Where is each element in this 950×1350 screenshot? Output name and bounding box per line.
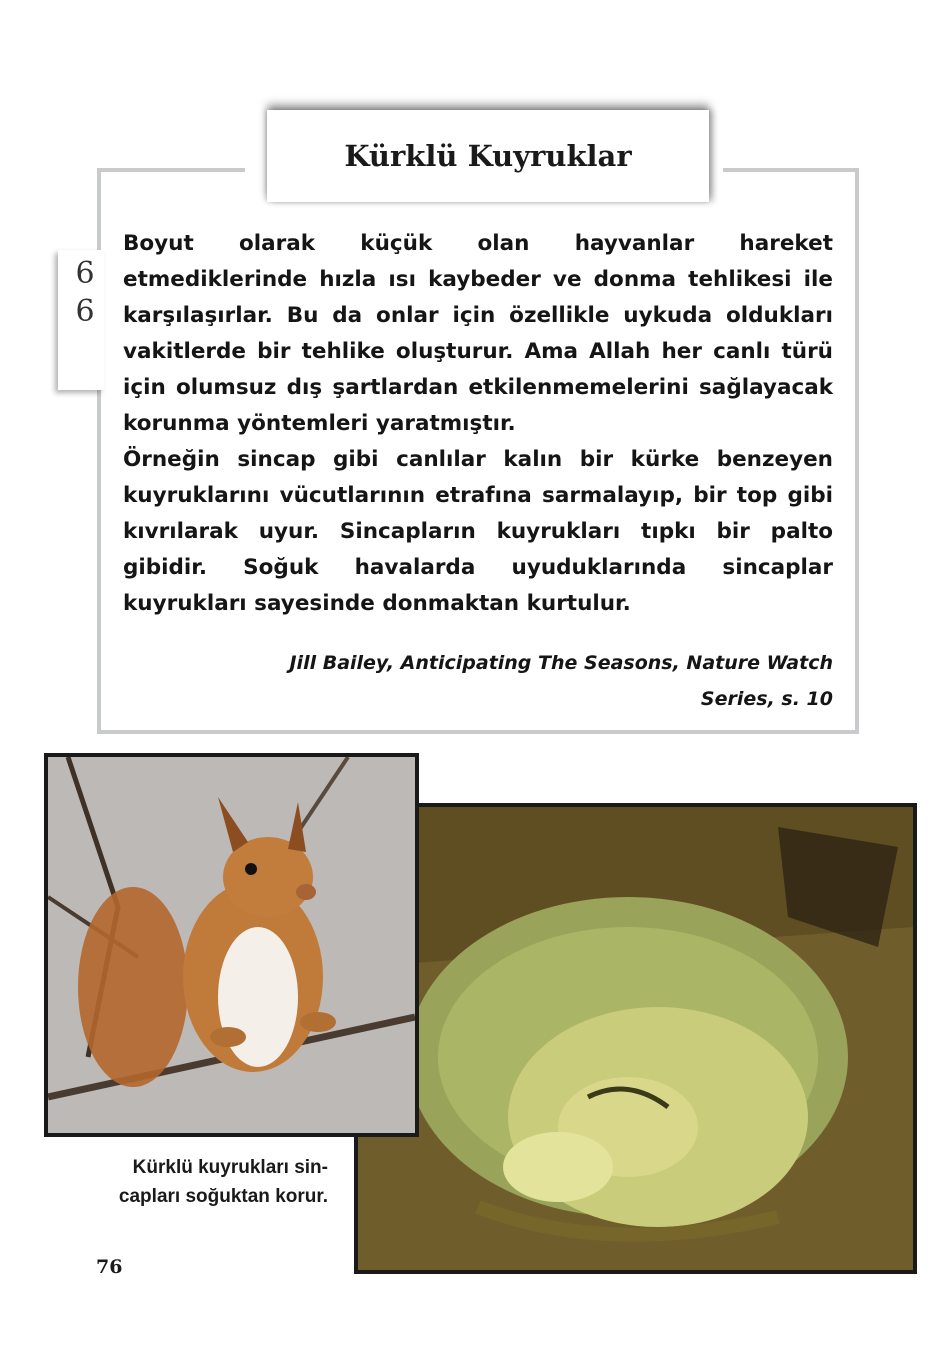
citation-line-1: Jill Bailey, Anticipating The Seasons, Nature Watch — [289, 652, 833, 674]
side-digit-1: 6 — [75, 256, 95, 291]
figure-caption — [60, 1153, 328, 1211]
squirrel-illustration — [48, 757, 415, 1133]
sleeping-squirrel-illustration — [358, 807, 913, 1270]
citation — [250, 645, 833, 717]
page-number: 76 — [96, 1256, 123, 1278]
caption-line-1: Kürklü kuyrukları sin- — [132, 1157, 328, 1178]
citation-line-2: Series, s. 10 — [700, 688, 833, 710]
body-text — [123, 226, 833, 622]
paragraph-2: Örneğin sincap gibi canlılar kalın bir kürke benzeyen kuyruklarını vücutlarının etrafına sarmalayıp, bir top gibi kıvrılarak uyur. Sincapların kuyrukları tıpkı bir palto gibidir. Soğuk havalarda uyuduklarında sincaplar kuyrukları sayesinde donmaktan kurtulur. — [123, 447, 833, 616]
frame-gap-left — [245, 160, 267, 174]
page-title: Kürklü Kuyruklar — [344, 139, 632, 173]
squirrel-photo — [44, 753, 419, 1137]
side-digit-2: 6 — [75, 294, 95, 329]
sleeping-squirrel-photo — [354, 803, 917, 1274]
frame-gap-right — [709, 160, 723, 174]
paragraph-1: Boyut olarak küçük olan hayvanlar hareket etmediklerinde hızla ısı kaybeder ve donma tehlikesi ile karşılaşırlar. Bu da onlar için özellikle uykuda oldukları vakitlerde bir tehlike oluşturur. Ama Allah her canlı türü için olumsuz dış şartlardan etkilenmemelerini sağlayacak korunma yöntemleri yaratmıştır. — [123, 231, 833, 436]
caption-line-2: capları soğuktan korur. — [118, 1186, 328, 1207]
title-box — [267, 110, 709, 202]
